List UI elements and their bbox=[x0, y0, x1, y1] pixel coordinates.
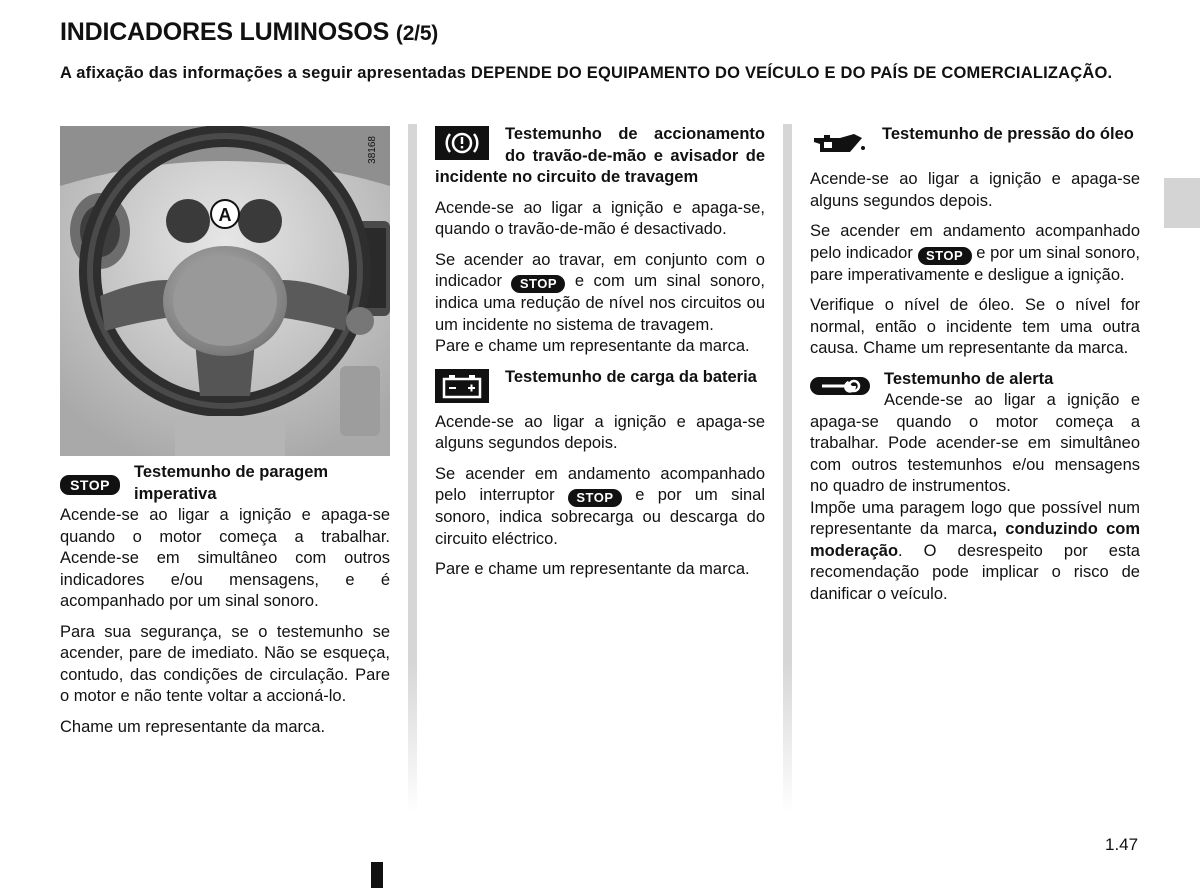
stop-icon: STOP bbox=[918, 247, 972, 265]
battery-warning-section bbox=[435, 367, 765, 403]
oil-can-icon bbox=[810, 126, 866, 160]
stop-icon: STOP bbox=[511, 275, 565, 293]
alert-warning-heading: Testemunho de alerta bbox=[884, 369, 1054, 388]
print-mark bbox=[371, 862, 383, 888]
brake-warning-icon bbox=[435, 126, 489, 160]
stop-warning-heading: Testemunho de paragem imperativa bbox=[134, 463, 329, 503]
title-part: (2/5) bbox=[395, 22, 439, 45]
stop-icon: STOP bbox=[568, 489, 622, 507]
title-main: INDICADORES LUMINOSOS bbox=[60, 18, 390, 46]
column-3 bbox=[810, 124, 1140, 614]
column-divider bbox=[408, 124, 417, 814]
alert-warning-section bbox=[810, 369, 1140, 498]
contact-paragraph: Chame um representante da marca. bbox=[60, 717, 326, 736]
brake-warning-heading: Testemunho de accionamento do travão-de-mão e avisador de incidente no circuito de travagem bbox=[435, 125, 765, 186]
photo-marker-label: A bbox=[218, 205, 232, 225]
stop-warning-paragraph: Acende-se ao ligar a ignição e apaga-se quando o motor começa a trabalhar. Acende-se em simultâneo com outros indicadores e/ou mensagens, e é acompanhado por um sinal sonoro. bbox=[60, 506, 390, 610]
stop-warning-section bbox=[60, 462, 390, 505]
oil-warning-section bbox=[810, 124, 1140, 160]
oil-warning-heading: Testemunho de pressão do óleo bbox=[882, 125, 1134, 143]
brake-warning-section bbox=[435, 124, 765, 189]
brake-paragraph-1: Acende-se ao ligar a ignição e apaga-se, quando o travão-de-mão é desactivado. bbox=[435, 198, 765, 238]
page-number: 1.47 bbox=[1105, 835, 1139, 854]
battery-paragraph-1: Acende-se ao ligar a ignição e apaga-se alguns segundos depois. bbox=[435, 412, 765, 452]
alert-paragraph-2: Impõe uma paragem logo que possível num representante da marca, conduzindo com moderação. O desrespeito por esta recomendação pode implicar o risco de danificar o veículo. bbox=[810, 498, 1140, 603]
column-1 bbox=[60, 462, 390, 747]
battery-paragraph-2: Se acender em andamento acompanhado pelo interruptor STOP e por um sinal sonoro, indica sobrecarga ou descarga do circuito eléctrico. bbox=[435, 464, 766, 548]
steering-wheel-photo bbox=[60, 126, 390, 456]
alert-paragraph-1: Acende-se ao ligar a ignição e apaga-se quando o motor começa a trabalhar. Pode acender-se em simultâneo com outros testemunhos e/ou mensagens no quadro de instrumentos. bbox=[810, 391, 1140, 495]
steering-wheel-illustration bbox=[60, 126, 390, 456]
oil-paragraph-2: Se acender em andamento acompanhado pelo indicador STOP e por um sinal sonoro, pare imperativamente e desligue a ignição. bbox=[810, 222, 1140, 284]
battery-paragraph-3: Pare e chame um representante da marca. bbox=[435, 560, 750, 578]
oil-paragraph-1: Acende-se ao ligar a ignição e apaga-se alguns segundos depois. bbox=[810, 170, 1140, 210]
oil-paragraph-3: Verifique o nível de óleo. Se o nível for normal, então o incidente tem uma outra causa. Chame um representante da marca. bbox=[810, 296, 1140, 357]
column-divider bbox=[783, 124, 792, 814]
intro-notice: A afixação das informações a seguir apresentadas DEPENDE DO EQUIPAMENTO DO VEÍCULO E DO PAÍS DE COMERCIALIZAÇÃO. bbox=[60, 64, 1113, 82]
wrench-icon bbox=[810, 377, 870, 402]
safety-paragraph: Para sua segurança, se o testemunho se acender, pare de imediato. Não se esqueça, contudo, das condições de circulação. Pare o motor e não tente voltar a accioná-lo. bbox=[60, 622, 390, 705]
stop-icon: STOP bbox=[60, 475, 120, 495]
brake-paragraph-3: Pare e chame um representante da marca. bbox=[435, 337, 750, 355]
battery-icon bbox=[435, 369, 489, 403]
section-tab bbox=[1164, 178, 1200, 228]
page-title bbox=[60, 18, 438, 47]
photo-reference-code: 38168 bbox=[367, 136, 378, 164]
column-2 bbox=[435, 124, 765, 590]
battery-warning-heading: Testemunho de carga da bateria bbox=[505, 367, 757, 386]
brake-paragraph-2: Se acender ao travar, em conjunto com o indicador STOP e com um sinal sonoro, indica uma redução de nível nos circuitos ou um incidente no sistema de travagem. bbox=[435, 250, 765, 334]
